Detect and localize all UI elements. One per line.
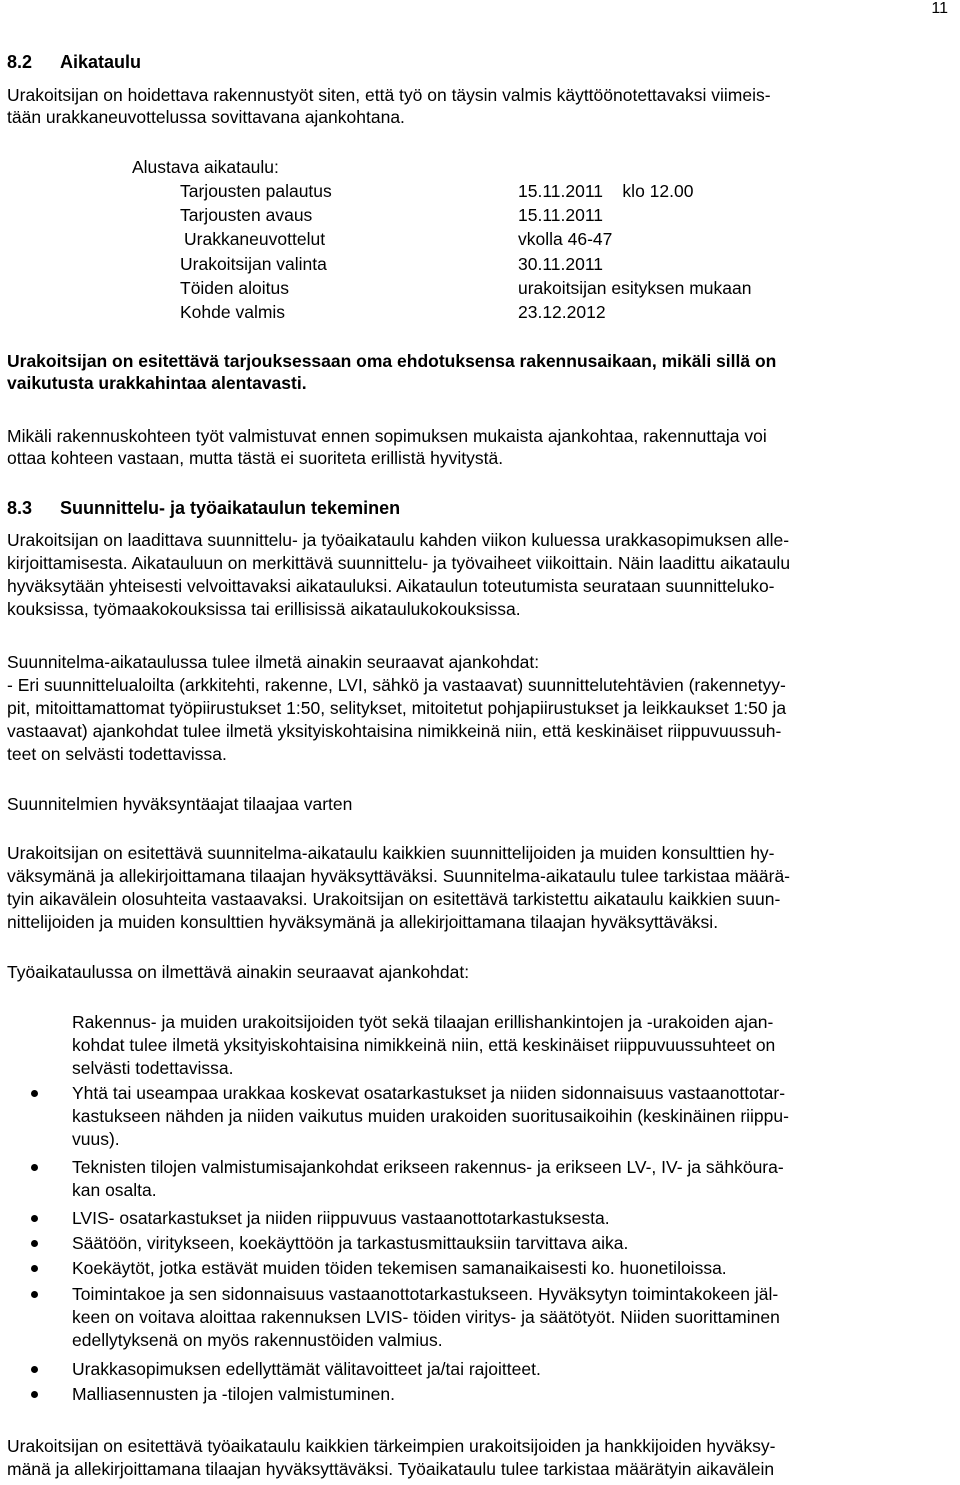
schedule-value: 23.12.2012 xyxy=(518,302,606,322)
item-line: Urakkasopimuksen edellyttämät välitavoitteet ja/tai rajoitteet. xyxy=(72,1359,541,1379)
item-line: Yhtä tai useampaa urakkaa koskevat osatarkastukset ja niiden sidonnaisuus vastaanottotar- xyxy=(72,1083,786,1103)
item-line: Säätöön, viritykseen, koekäyttöön ja tarkastusmittauksiin tarvittava aika. xyxy=(72,1233,629,1253)
p1-line-1: Urakoitsijan on laadittava suunnittelu- ja työaikataulu kahden viikon kuluessa urakkasopimuksen alle- xyxy=(7,530,790,550)
p4-line-1: Urakoitsijan on esitettävä suunnitelma-aikataulu kaikkien suunnittelijoiden ja muiden konsulttien hy- xyxy=(7,843,775,863)
bullet-icon xyxy=(31,1291,38,1298)
schedule-value: 30.11.2011 xyxy=(518,254,603,274)
p4-line-4: nittelijoiden ja muiden konsulttien hyväksymänä ja allekirjoittamana tilaajan hyväksyttäväksi. xyxy=(7,912,719,932)
p4-line-2: väksymänä ja allekirjoittamana tilaajan hyväksyttäväksi. Suunnitelma-aikataulu tulee tarkistaa määrä- xyxy=(7,866,791,886)
p2-line-2: - Eri suunnittelualoilta (arkkitehti, rakenne, LVI, sähkö ja vastaavat) suunnittelutehtävien (rakennetyy- xyxy=(7,675,786,695)
schedule-value: 15.11.2011 xyxy=(518,205,603,225)
p5-line: Työaikataulussa on ilmettävä ainakin seuraavat ajankohdat: xyxy=(7,962,470,982)
item-line: Malliasennusten ja -tilojen valmistuminen. xyxy=(72,1384,395,1404)
bullet-icon xyxy=(31,1240,38,1247)
p1-line-4: kouksissa, työmaakokouksissa tai erillisissä aikataulukokouksissa. xyxy=(7,599,521,619)
item-line: edellytyksenä on myös rakennustöiden valmius. xyxy=(72,1330,443,1350)
heading-number: 8.2 xyxy=(7,52,33,72)
bullet-icon xyxy=(31,1215,38,1222)
section-heading-8-3 xyxy=(7,497,400,519)
p1-line-3: hyväksytään yhteisesti velvoittavaksi aikatauluksi. Aikataulun toteutumista seurataan suunnitteluko- xyxy=(7,576,775,596)
p2-line-5: teet on selvästi todettavissa. xyxy=(7,744,227,764)
item-line: kan osalta. xyxy=(72,1180,157,1200)
p3-line: Suunnitelmien hyväksyntäajat tilaajaa varten xyxy=(7,794,353,814)
schedule-label: Tarjousten avaus xyxy=(180,205,313,225)
schedule-value: 15.11.2011 klo 12.00 xyxy=(518,181,694,201)
schedule-label: Kohde valmis xyxy=(180,302,286,322)
item-line: selvästi todettavissa. xyxy=(72,1058,234,1078)
p2-line-3: pit, mitoittamattomat työpiirustukset 1:50, selitykset, mitoitetut pohjapiirustukset ja leikkaukset 1:50 ja xyxy=(7,698,787,718)
item-line: LVIS- osatarkastukset ja niiden riippuvuus vastaanottotarkastuksesta. xyxy=(72,1208,610,1228)
schedule-title: Alustava aikataulu: xyxy=(132,157,279,177)
heading-number: 8.3 xyxy=(7,498,33,518)
p4-line-3: tyin aikavälein olosuhteita vastaavaksi. Urakoitsijan on esitettävä tarkistettu aikataulu kaikkien suun- xyxy=(7,889,781,909)
para-line-2: ottaa kohteen vastaan, mutta tästä ei suoriteta erillistä hyvitystä. xyxy=(7,448,504,468)
p2-line-1: Suunnitelma-aikataulussa tulee ilmetä ainakin seuraavat ajankohdat: xyxy=(7,652,540,672)
p6-line-1: Urakoitsijan on esitettävä työaikataulu kaikkien tärkeimpien urakoitsijoiden ja hankkijoiden hyväksy- xyxy=(7,1436,776,1456)
p1-line-2: kirjoittamisesta. Aikatauluun on merkittävä suunnittelu- ja työvaiheet viikoittain. Näin laadittu aikataulu xyxy=(7,553,791,573)
p2-line-4: vastaavat) ajankohdat tulee ilmetä yksityiskohtaisina nimikkeinä niin, että keskinäiset riippuvuussuh- xyxy=(7,721,782,741)
item-line: kastukseen nähden ja niiden vaikutus muiden urakoiden suoritusaikoihin (keskinäinen riippu- xyxy=(72,1106,789,1126)
item-line: kohdat tulee ilmetä yksityiskohtaisina nimikkeinä niin, että keskinäiset riippuvuussuhteet on xyxy=(72,1035,776,1055)
item-line: Toimintakoe ja sen sidonnaisuus vastaanottotarkastukseen. Hyväksytyn toimintakokeen jäl- xyxy=(72,1284,779,1304)
bullet-icon xyxy=(31,1391,38,1398)
bold-note-line-2: vaikutusta urakkahintaa alentavasti. xyxy=(7,373,307,393)
bullet-icon xyxy=(31,1164,38,1171)
intro-line-2: tään urakkaneuvottelussa sovittavana ajankohtana. xyxy=(7,107,405,127)
bullet-icon xyxy=(31,1366,38,1373)
heading-text: Suunnittelu- ja työaikataulun tekeminen xyxy=(60,498,401,518)
schedule-value: urakoitsijan esityksen mukaan xyxy=(518,278,752,298)
p6-line-2: mänä ja allekirjoittamana tilaajan hyväksyttäväksi. Työaikataulu tulee tarkistaa määrätyin aikavälein xyxy=(7,1459,775,1479)
page-number: 11 xyxy=(931,0,948,17)
schedule-label: Urakkaneuvottelut xyxy=(184,229,326,249)
heading-text: Aikataulu xyxy=(60,52,142,72)
section-heading-8-2 xyxy=(7,51,141,73)
bold-note-line-1: Urakoitsijan on esitettävä tarjouksessaan oma ehdotuksensa rakennusaikaan, mikäli sillä on xyxy=(7,351,777,371)
intro-line-1: Urakoitsijan on hoidettava rakennustyöt siten, että työ on täysin valmis käyttöönotettavaksi viimeis- xyxy=(7,85,771,105)
schedule-label: Töiden aloitus xyxy=(180,278,289,298)
item-line: Rakennus- ja muiden urakoitsijoiden työt sekä tilaajan erillishankintojen ja -urakoiden ajan- xyxy=(72,1012,774,1032)
item-line: vuus). xyxy=(72,1129,120,1149)
item-line: keen on voitava aloittaa rakennuksen LVIS- töiden viritys- ja säätötyöt. Niiden suorittaminen xyxy=(72,1307,780,1327)
bullet-icon xyxy=(31,1090,38,1097)
schedule-label: Tarjousten palautus xyxy=(180,181,332,201)
schedule-value: vkolla 46-47 xyxy=(518,229,613,249)
item-line: Teknisten tilojen valmistumisajankohdat erikseen rakennus- ja erikseen LV-, IV- ja sähköura- xyxy=(72,1157,784,1177)
item-line: Koekäytöt, jotka estävät muiden töiden tekemisen samanaikaisesti ko. huonetiloissa. xyxy=(72,1258,727,1278)
bullet-icon xyxy=(31,1265,38,1272)
schedule-label: Urakoitsijan valinta xyxy=(180,254,327,274)
para-line-1: Mikäli rakennuskohteen työt valmistuvat ennen sopimuksen mukaista ajankohtaa, rakennuttaja voi xyxy=(7,426,767,446)
